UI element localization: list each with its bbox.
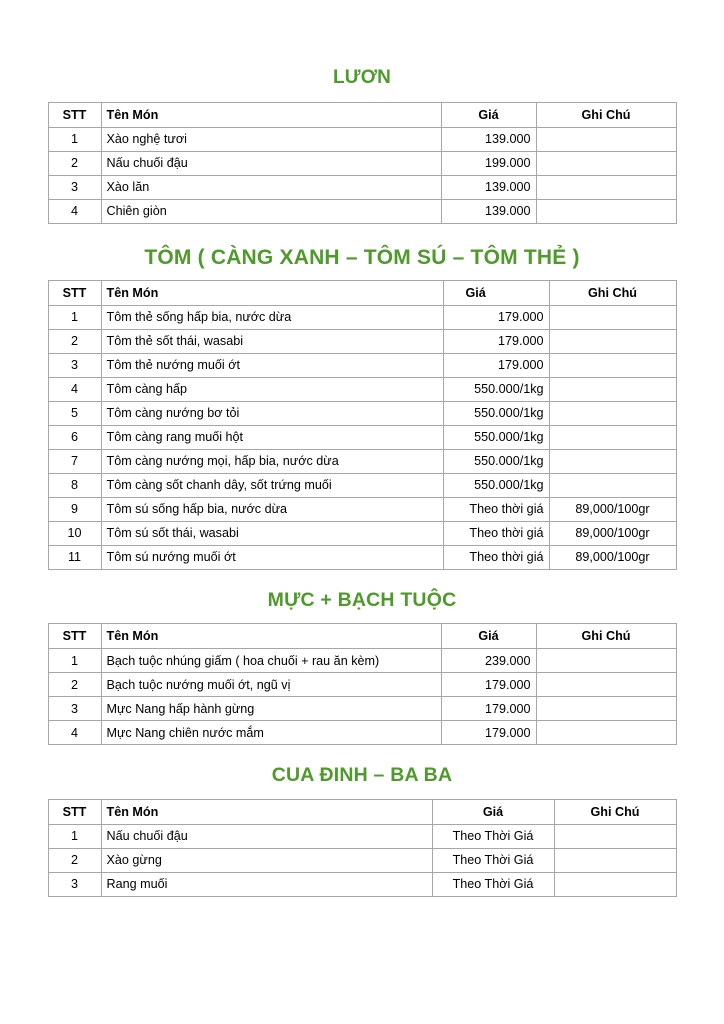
table-row — [48, 497, 676, 521]
column-header-name: Tên Món — [101, 624, 441, 649]
cell-note — [536, 721, 676, 745]
cell-note: 89,000/100gr — [549, 497, 676, 521]
menu-table-cua-dinh-ba-ba — [48, 799, 677, 897]
cell-name: Bạch tuộc nhúng giấm ( hoa chuối + rau ăn kèm) — [101, 649, 441, 673]
cell-price: Theo Thời Giá — [432, 872, 554, 896]
section-luon — [40, 0, 684, 224]
table-row — [48, 649, 676, 673]
cell-price: 550.000/1kg — [443, 425, 549, 449]
cell-price: 139.000 — [441, 199, 536, 223]
cell-name: Nấu chuối đậu — [101, 151, 441, 175]
column-header-note: Ghi Chú — [554, 799, 676, 824]
cell-stt: 6 — [48, 425, 101, 449]
cell-price: 179.000 — [443, 329, 549, 353]
cell-stt: 3 — [48, 175, 101, 199]
cell-price: 199.000 — [441, 151, 536, 175]
cell-note — [536, 175, 676, 199]
cell-stt: 4 — [48, 377, 101, 401]
column-header-price: Giá — [441, 102, 536, 127]
column-header-price: Giá — [441, 624, 536, 649]
column-header-stt: STT — [48, 102, 101, 127]
table-row — [48, 305, 676, 329]
cell-name: Tôm thẻ nướng muối ớt — [101, 353, 443, 377]
column-header-price: Giá — [432, 799, 554, 824]
table-row — [48, 449, 676, 473]
cell-name: Tôm càng sốt chanh dây, sốt trứng muối — [101, 473, 443, 497]
cell-name: Mực Nang hấp hành gừng — [101, 697, 441, 721]
table-row — [48, 545, 676, 569]
cell-name: Tôm càng nướng bơ tỏi — [101, 401, 443, 425]
cell-name: Xào lăn — [101, 175, 441, 199]
header-row — [48, 799, 676, 824]
menu-table-muc-bach-tuoc — [48, 623, 677, 745]
table-row — [48, 127, 676, 151]
cell-note — [536, 151, 676, 175]
table-row — [48, 425, 676, 449]
cell-price: 179.000 — [441, 721, 536, 745]
cell-note — [549, 449, 676, 473]
cell-stt: 1 — [48, 305, 101, 329]
cell-price: 550.000/1kg — [443, 377, 549, 401]
column-header-name: Tên Món — [101, 280, 443, 305]
cell-note — [554, 848, 676, 872]
column-header-name: Tên Món — [101, 102, 441, 127]
cell-stt: 11 — [48, 545, 101, 569]
cell-price: 139.000 — [441, 127, 536, 151]
section-title-luon: LƯƠN — [332, 67, 392, 88]
cell-name: Tôm sú sống hấp bia, nước dừa — [101, 497, 443, 521]
table-row — [48, 872, 676, 896]
cell-stt: 2 — [48, 329, 101, 353]
cell-note: 89,000/100gr — [549, 521, 676, 545]
cell-price: Theo thời giá — [443, 497, 549, 521]
table-row — [48, 848, 676, 872]
table-row — [48, 697, 676, 721]
table-header — [48, 799, 676, 824]
table-body — [48, 649, 676, 745]
cell-name: Tôm càng nướng mọi, hấp bia, nước dừa — [101, 449, 443, 473]
cell-stt: 3 — [48, 697, 101, 721]
table-row — [48, 353, 676, 377]
cell-price: Theo thời giá — [443, 521, 549, 545]
section-title-muc-bach-tuoc: MỰC + BẠCH TUỘC — [267, 588, 457, 611]
table-body — [48, 824, 676, 896]
table-header — [48, 624, 676, 649]
cell-name: Tôm càng hấp — [101, 377, 443, 401]
cell-price: 179.000 — [443, 305, 549, 329]
cell-note — [536, 649, 676, 673]
cell-note — [549, 329, 676, 353]
cell-note — [549, 473, 676, 497]
menu-table-tom — [48, 280, 677, 570]
cell-note — [536, 673, 676, 697]
cell-note — [549, 377, 676, 401]
cell-note: 89,000/100gr — [549, 545, 676, 569]
table-row — [48, 151, 676, 175]
cell-note — [549, 425, 676, 449]
header-row — [48, 280, 676, 305]
cell-stt: 3 — [48, 353, 101, 377]
table-row — [48, 824, 676, 848]
cell-price: 550.000/1kg — [443, 449, 549, 473]
cell-stt: 4 — [48, 199, 101, 223]
cell-note — [536, 697, 676, 721]
cell-note — [536, 127, 676, 151]
cell-note — [536, 199, 676, 223]
cell-name: Xào gừng — [101, 848, 432, 872]
cell-price: Theo Thời Giá — [432, 848, 554, 872]
table-row — [48, 377, 676, 401]
cell-stt: 7 — [48, 449, 101, 473]
section-cua-dinh-ba-ba — [40, 745, 684, 896]
cell-name: Mực Nang chiên nước mắm — [101, 721, 441, 745]
cell-name: Tôm thẻ sốt thái, wasabi — [101, 329, 443, 353]
cell-price: 550.000/1kg — [443, 401, 549, 425]
cell-note — [549, 401, 676, 425]
section-muc-bach-tuoc — [40, 570, 684, 745]
table-row — [48, 401, 676, 425]
cell-stt: 8 — [48, 473, 101, 497]
cell-name: Nấu chuối đậu — [101, 824, 432, 848]
table-row — [48, 721, 676, 745]
cell-stt: 2 — [48, 151, 101, 175]
cell-stt: 1 — [48, 649, 101, 673]
table-body — [48, 305, 676, 569]
cell-stt: 5 — [48, 401, 101, 425]
table-row — [48, 199, 676, 223]
section-tom — [40, 224, 684, 570]
cell-name: Tôm càng rang muối hột — [101, 425, 443, 449]
section-title-tom: TÔM ( CÀNG XANH – TÔM SÚ – TÔM THẺ ) — [144, 245, 580, 269]
cell-note — [549, 353, 676, 377]
cell-price: 179.000 — [443, 353, 549, 377]
cell-name: Bạch tuộc nướng muối ớt, ngũ vị — [101, 673, 441, 697]
section-title-cua-dinh-ba-ba: CUA ĐINH – BA BA — [271, 764, 453, 787]
cell-stt: 1 — [48, 127, 101, 151]
cell-stt: 3 — [48, 872, 101, 896]
table-row — [48, 329, 676, 353]
cell-name: Xào nghệ tươi — [101, 127, 441, 151]
cell-note — [554, 872, 676, 896]
cell-price: Theo thời giá — [443, 545, 549, 569]
cell-name: Tôm sú sốt thái, wasabi — [101, 521, 443, 545]
cell-stt: 2 — [48, 848, 101, 872]
table-row — [48, 175, 676, 199]
column-header-note: Ghi Chú — [536, 102, 676, 127]
cell-price: 139.000 — [441, 175, 536, 199]
table-row — [48, 473, 676, 497]
table-row — [48, 521, 676, 545]
cell-stt: 2 — [48, 673, 101, 697]
column-header-note: Ghi Chú — [549, 280, 676, 305]
cell-price: 550.000/1kg — [443, 473, 549, 497]
table-body — [48, 127, 676, 223]
column-header-price: Giá — [443, 280, 549, 305]
column-header-stt: STT — [48, 624, 101, 649]
table-header — [48, 280, 676, 305]
column-header-note: Ghi Chú — [536, 624, 676, 649]
cell-stt: 4 — [48, 721, 101, 745]
column-header-stt: STT — [48, 280, 101, 305]
cell-name: Tôm thẻ sống hấp bia, nước dừa — [101, 305, 443, 329]
header-row — [48, 102, 676, 127]
cell-name: Chiên giòn — [101, 199, 441, 223]
column-header-name: Tên Món — [101, 799, 432, 824]
cell-price: 179.000 — [441, 673, 536, 697]
menu-table-luon — [48, 102, 677, 224]
cell-price: 179.000 — [441, 697, 536, 721]
cell-name: Tôm sú nướng muối ớt — [101, 545, 443, 569]
table-header — [48, 102, 676, 127]
cell-note — [554, 824, 676, 848]
cell-name: Rang muối — [101, 872, 432, 896]
column-header-stt: STT — [48, 799, 101, 824]
cell-stt: 9 — [48, 497, 101, 521]
cell-price: Theo Thời Giá — [432, 824, 554, 848]
cell-stt: 10 — [48, 521, 101, 545]
header-row — [48, 624, 676, 649]
table-row — [48, 673, 676, 697]
cell-price: 239.000 — [441, 649, 536, 673]
cell-stt: 1 — [48, 824, 101, 848]
cell-note — [549, 305, 676, 329]
